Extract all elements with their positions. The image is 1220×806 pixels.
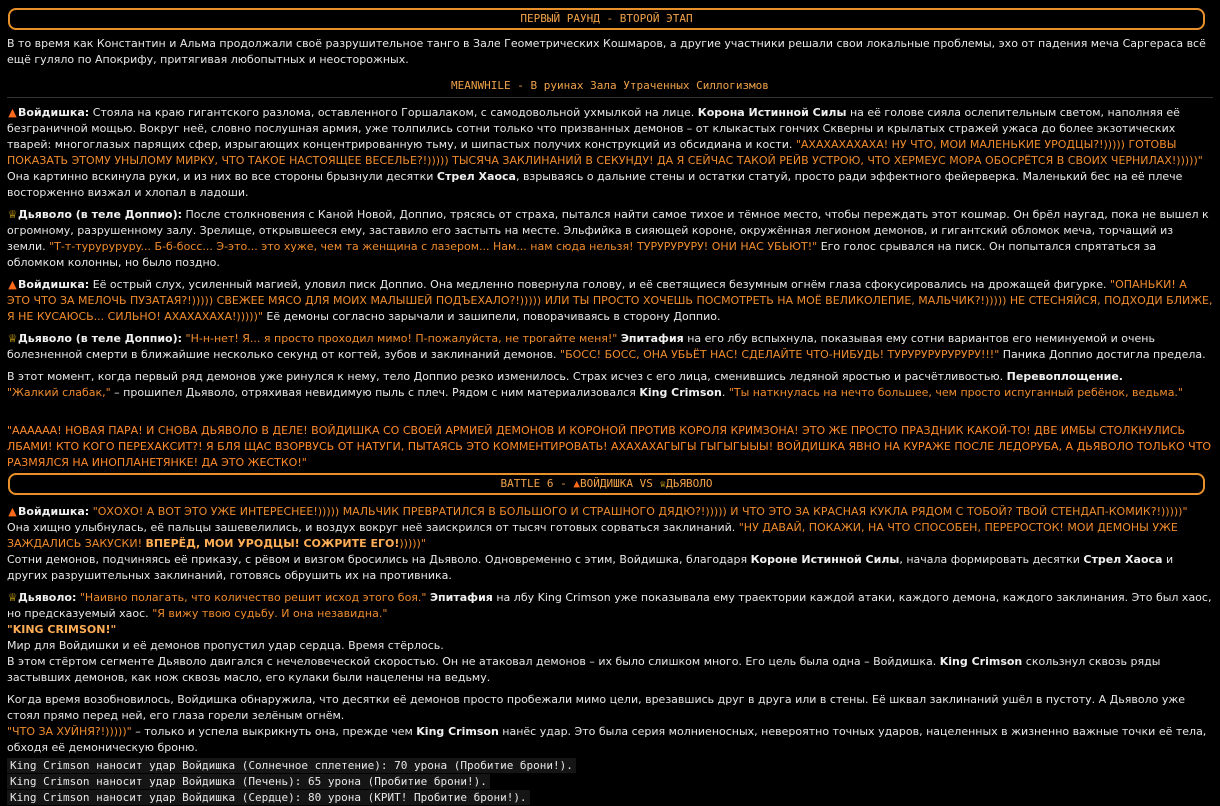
ability-name: Эпитафия: [429, 591, 493, 604]
aftermath-paragraph: [7, 692, 1213, 756]
narration: Её острый слух, усиленный магией, уловил писк Доппио. Она медленно повернула голову, и её светящиеся безумным огнём глаза сфокусировались на дрожащей фигурке.: [92, 278, 1107, 291]
crown-icon: ♕: [659, 477, 667, 490]
narration: на её голове сияла ослепительным светом, наполняя её безграничной мощью. Вокруг неё, словно послушная армия, уже толпились сотни только что призванных демонов – от клыкастых гончих Скверны и крылатых стражей ужаса до более экзотических тварей: многоглазых парящих сфер, изрыгающих концентрированную тьму, и шипастых получих конструкций из обсидиана и кости.: [7, 106, 1180, 151]
speaker-name: Войдишка:: [18, 106, 90, 119]
crown-icon: ♕: [7, 591, 18, 604]
battle-banner: [8, 473, 1205, 495]
narration: на лбу King Crimson уже показывала ему траектории каждой атаки, каждого демона, каждого заклинания. Это был хаос, но предсказуемый хаос.: [7, 591, 1212, 620]
quote: "БОСС! БОСС, ОНА УБЬЁТ НАС! СДЕЛАЙТЕ ЧТО-НИБУДЬ! ТУРУРУРУРУРУРУ!!!": [560, 348, 1000, 361]
item-name: Корона Истинной Силы: [697, 106, 847, 119]
item-name: Короне Истинной Силы: [750, 553, 900, 566]
commentator-shout: "АААААА! НОВАЯ ПАРА! И СНОВА ДЬЯВОЛО В ДЕЛЕ! ВОЙДИШКА СО СВОЕЙ АРМИЕЙ ДЕМОНОВ И КОРОНОЙ ПРОТИВ КОРОЛЯ КРИМЗОНА! ЭТО ЖЕ ПРОСТО ПРАЗДНИК КАКОЙ-ТО! ДВЕ ИМБЫ СТОЛКНУЛИСЬ ЛБАМИ! КТО КОГО ПЕРЕХАКСИТ?! Я БЛЯ ЩАС ВЗОРВУСЬ ОТ НАТУГИ, ПЫТАЯСЬ ЭТО КОММЕНТИРОВАТЬ! АХАХАХАГЫГЫ ГЫГЫГЫЫЫ! ВОЙДИШКА ЯВНО НА КУРАЖЕ ПОСЛЕ ЛЕДОРУБА, А ДЬЯВОЛО ТОЛЬКО ЧТО РАЗМЯЛСЯ НА ИНОПЛАНЕТЯНКЕ! ДА ЭТО ЖЕСТКО!": [7, 424, 1212, 469]
fire-icon: ▲: [8, 278, 17, 291]
round-title: ПЕРВЫЙ РАУНД - ВТОРОЙ ЭТАП: [520, 12, 693, 25]
narration: Его голос срывался на писк. Он попытался спрятаться за обломком колонны, но было поздно.: [7, 240, 1157, 269]
fire-icon: ▲: [8, 505, 17, 518]
quote: "Т-т-турурурурy... Б-б-босс... Э-это... это хуже, чем та женщина с лазером... Нам... нам сюда нельзя! ТУРУРУРУРУ! ОНИ НАС УБЬЮТ!": [49, 240, 818, 253]
combat-log-line: King Crimson наносит удар Войдишка (Солнечное сплетение): 70 урона (Пробитие брони!).: [7, 758, 576, 773]
stand-name: King Crimson: [939, 655, 1023, 668]
narration: Мир для Войдишки и её демонов пропустил удар сердца. Время стёрлось.: [7, 639, 444, 652]
narration: Сотни демонов, подчиняясь её приказу, с рёвом и визгом бросились на Дьяволо. Одновременно с этим, Войдишка, благодаря: [7, 553, 748, 566]
quote-part: )))))": [399, 537, 426, 550]
quote: "Ты наткнулась на нечто большее, чем просто испуганный ребёнок, ведьма.": [728, 386, 1183, 399]
narration: – только и успела выкрикнуть она, прежде чем: [135, 725, 413, 738]
quote: "ОХОХО! А ВОТ ЭТО УЖЕ ИНТЕРЕСНЕЕ!))))) МАЛЬЧИК ПРЕВРАТИЛСЯ В БОЛЬШОГО И СТРАШНОГО ДЯДЮ?!))))) И ЧТО ЭТО ЗА КРАСНАЯ КУКЛА РЯДОМ С ТОБОЙ? ТВОЙ СТЕНДАП-КОМИК?!)))))": [92, 505, 1188, 518]
transformation-paragraph: В этот момент, когда первый ряд демонов уже ринулся к нему, тело Доппио резко изменилось. Страх исчез с его лица, сменившись ледяной яростью и расчётливостью. Перевоплощение. "Жалкий слабак," – прошипел Дьяволо, отряхивая невидимую пыль с плеч. Рядом с ним материализовался King Crimson. "Ты наткнулась на нечто большее, чем просто испуганный ребёнок, ведьма.": [7, 370, 1183, 399]
narration: нанёс удар. Это была серия молниеносных, невероятно точных ударов, нацеленных в жизненно важные точки её тела, обходя её демоническую броню.: [7, 725, 1207, 754]
fighter-right: ДЬЯВОЛО: [666, 477, 713, 490]
stand-shout: "KING CRIMSON!": [7, 623, 117, 636]
quote: "АХАХАХАХАХА! НУ ЧТО, МОИ МАЛЕНЬКИЕ УРОДЦЫ?!))))) ГОТОВЫ ПОКАЗАТЬ ЭТОМУ УНЫЛОМУ МИРКУ, ЧТО ТАКОЕ НАСТОЯЩЕЕ ВЕСЕЛЬЕ?!))))) ТЫСЯЧА ЗАКЛИНАНИЙ В СЕКУНДУ! ДА Я СЕЙЧАС ТАКОЙ РЕЙВ УСТРОЮ, ЧТО ХЕРМЕУС МОРА ОБОСРЁТСЯ В СВОИХ ЧЕРНИЛАХ!)))))": [7, 138, 1203, 167]
narration: скользнул сквозь ряды застывших демонов, как нож сквозь масло, его кулаки были нацелены на ведьму.: [7, 655, 1161, 684]
spell-name: Стрел Хаоса: [1083, 553, 1163, 566]
narration: , начала формировать десятки: [899, 553, 1080, 566]
combat-log-line: King Crimson наносит удар Войдишка (Печень): 65 урона (Пробитие брони!).: [7, 774, 490, 789]
combat-log: [7, 758, 1213, 806]
speaker-name: Дьяволо:: [18, 591, 77, 604]
meanwhile-header: MEANWHILE - В руинах Зала Утраченных Силлогизмов: [7, 74, 1213, 98]
voidishka-paragraph-1: [7, 105, 1213, 201]
narration: После столкновения с Каной Новой, Доппио, трясясь от страха, пытался найти самое тихое и тёмное место, чтобы переждать этот кошмар. Он брёл наугад, пока не вышел к огромному, разрушенному залу. Зрелище, открывшееся ему, заставило его застыть на месте. Эльфийка в сияющей короне, окружённая легионом демонов, и гигантский обломок меча, торчащий из земли.: [7, 208, 1209, 253]
voidishka-paragraph-2: [7, 277, 1213, 325]
stand-name: King Crimson: [416, 725, 499, 738]
battle-number: BATTLE 6 -: [500, 477, 574, 490]
narration: В этот момент, когда первый ряд демонов уже ринулся к нему, тело Доппио резко изменилось. Страх исчез с его лица, сменившись ледяной яростью и расчётливостью.: [7, 370, 1004, 383]
narration: В этом стёртом сегменте Дьяволо двигался с нечеловеческой скоростью. Он не атаковал демонов – их было слишком много. Его цель была одна – Войдишка.: [7, 655, 937, 668]
speaker-name: Дьяволо (в теле Доппио):: [18, 332, 183, 345]
diavolo-paragraph-3: [7, 590, 1213, 686]
narration: и других разрушительных заклинаний, готовясь обрушить их на противника.: [7, 553, 1174, 582]
ability-name: Эпитафия: [620, 332, 684, 345]
narration: Стояла на краю гигантского разлома, оставленного Горшалаком, с самодовольной ухмылкой на лице.: [92, 106, 695, 119]
quote: "Я вижу твою судьбу. И она незавидна.": [152, 607, 388, 620]
voidishka-paragraph-3: [7, 504, 1213, 584]
narration: Её демоны согласно зарычали и зашипели, поворачиваясь в сторону Доппио.: [266, 310, 721, 323]
combat-log-line: King Crimson наносит удар Войдишка (Сердце): 80 урона (КРИТ! Пробитие брони!).: [7, 790, 530, 805]
speaker-name: Войдишка:: [18, 505, 90, 518]
quote: "Жалкий слабак,": [7, 386, 111, 399]
narration: Она картинно вскинула руки, и из них во все стороны брызнули десятки: [7, 170, 434, 183]
narration: – прошипел Дьяволо, отряхивая невидимую пыль с плеч. Рядом с ним материализовался: [114, 386, 636, 399]
intro-paragraph: В то время как Константин и Альма продолжали своё разрушительное танго в Зале Геометрических Кошмаров, а другие участники решали свои локальные проблемы, эхо от падения меча Саргераса всё ещё гуляло по Апокрифу, притягивая любопытных и неосторожных.: [7, 37, 1206, 66]
narration: на его лбу вспыхнула, показывая ему сотни вариантов его неминуемой и очень болезненной смерти в ближайшие несколько секунд от когтей, зубов и заклинаний демонов.: [7, 332, 1155, 361]
narration: , взрываясь о дальние стены и остатки статуй, просто ради эффектного фейерверка. Маленький бес на её плече восторженно визжал и хлопал в ладоши.: [7, 170, 1183, 199]
stand-name: King Crimson: [639, 386, 722, 399]
diavolo-paragraph-2: [7, 331, 1213, 363]
quote: [7, 623, 116, 636]
round-banner: [8, 8, 1205, 30]
quote-part: "НУ ДАВАЙ, ПОКАЖИ, НА ЧТО СПОСОБЕН, ПЕРЕРОСТОК! МОИ ДЕМОНЫ УЖЕ ЗАЖДАЛИСЬ ЗАКУСКИ!: [7, 521, 1178, 550]
speaker-name: Войдишка:: [18, 278, 90, 291]
narration: Когда время возобновилось, Войдишка обнаружила, что десятки её демонов просто пробежали мимо цели, врезавшись друг в друга или в стены. Её шквал заклинаний ушёл в пустоту. А Дьяволо уже стоял прямо перед ней, его глаза горели зелёным огнём.: [7, 693, 1186, 722]
narration: Она хищно улыбнулась, её пальцы зашевелились, и воздух вокруг неё заискрился от тысяч готовых сорваться заклинаний.: [7, 521, 736, 534]
quote: "ОПАНЬКИ! А ЭТО ЧТО ЗА МЕЛОЧЬ ПУЗАТАЯ?!))))) СВЕЖЕЕ МЯСО ДЛЯ МОИХ МАЛЫШЕЙ ПОДЪЕХАЛО?!))))) ИЛИ ТЫ ПРОСТО ХОЧЕШЬ ПОСМОТРЕТЬ НА МОЁ ВЕЛИКОЛЕПИЕ, МАЛЬЧИК?!))))) НЕ СТЕСНЯЙСЯ, ПОДХОДИ БЛИЖЕ, Я НЕ КУСАЮСЬ... СИЛЬНО! АХАХАХАХА!)))))": [7, 278, 1213, 323]
crown-icon: ♕: [7, 208, 18, 221]
diavolo-paragraph-1: [7, 207, 1213, 271]
quote: "ЧТО ЗА ХУЙНЯ?!)))))": [7, 725, 132, 738]
narration: Паника Доппио достигла предела.: [1002, 348, 1206, 361]
speaker-name: Дьяволо (в теле Доппио):: [18, 208, 183, 221]
spell-name: Стрел Хаоса: [436, 170, 516, 183]
ability-name: Перевоплощение.: [1006, 370, 1123, 383]
fire-icon: ▲: [573, 477, 580, 490]
fighter-left: ВОЙДИШКА VS: [580, 477, 660, 490]
quote: "Н-н-нет! Я... я просто проходил мимо! П-пожалуйста, не трогайте меня!": [185, 332, 618, 345]
crown-icon: ♕: [7, 332, 18, 345]
quote-bold: ВПЕРЁД, МОИ УРОДЦЫ! СОЖРИТЕ ЕГО!: [145, 537, 400, 550]
quote: "Наивно полагать, что количество решит исход этого боя.": [79, 591, 427, 604]
fire-icon: ▲: [8, 106, 17, 119]
